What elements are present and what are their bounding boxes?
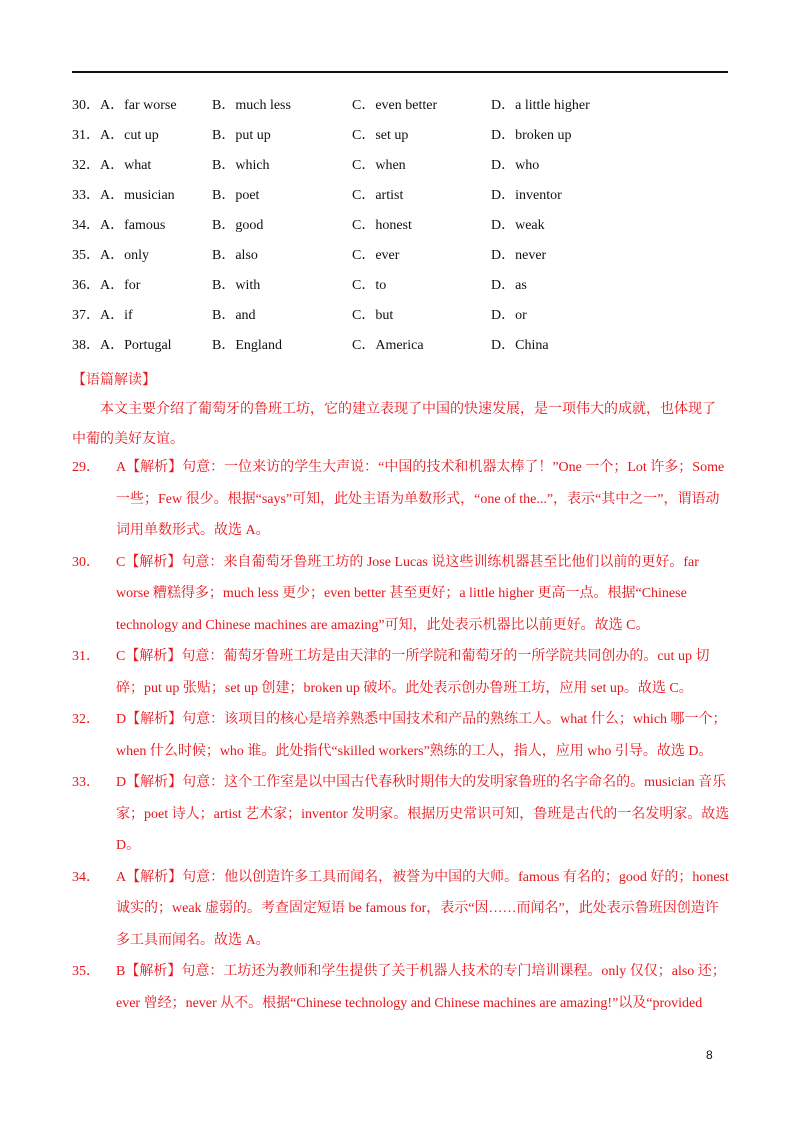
option-row	[72, 306, 732, 336]
question-number: 37．	[72, 308, 100, 323]
analysis-item	[72, 862, 732, 957]
option-a-cell	[72, 156, 151, 176]
option-a-cell	[72, 216, 165, 236]
question-number: 35．	[72, 248, 100, 263]
analysis-item	[72, 704, 732, 767]
option-c: C．America	[352, 338, 424, 353]
option-d: D．inventor	[491, 188, 562, 203]
summary-paragraph	[72, 395, 728, 455]
analysis-text: C【解析】句意：来自葡萄牙鲁班工坊的 Jose Lucas 说这些训练机器甚至比他们以前的更好。far worse 糟糕得多；much less 更少；even better 甚至更好；a little higher 更高一点。根据“Chinese technology and Chinese machines are amazing”可知，此处表示机器比以前更好。故选 C。	[116, 554, 699, 633]
option-a-cell	[72, 306, 133, 326]
header-rule	[72, 71, 728, 73]
option-d: D．weak	[491, 218, 545, 233]
analysis-number: 29．	[72, 460, 100, 475]
option-d: D．or	[491, 308, 527, 323]
option-c: C．set up	[352, 128, 409, 143]
summary-heading: 【语篇解读】	[72, 373, 156, 388]
option-a-cell	[72, 186, 175, 206]
option-b: B．much less	[212, 98, 291, 113]
summary-text: 本文主要介绍了葡萄牙的鲁班工坊，它的建立表现了中国的快速发展，是一项伟大的成就，也体现了中葡的美好友谊。	[72, 402, 716, 447]
option-c: C．when	[352, 158, 406, 173]
analysis-item	[72, 452, 732, 547]
analysis-text: C【解析】句意：葡萄牙鲁班工坊是由天津的一所学院和葡萄牙的一所学院共同创办的。cut up 切碎；put up 张贴；set up 创建；broken up 破坏。此处表示创办鲁班工坊，应用 set up。故选 C。	[116, 649, 710, 696]
question-number: 33．	[72, 188, 100, 203]
option-b: B．England	[212, 338, 282, 353]
option-c: C．to	[352, 278, 387, 293]
option-a: A．far worse	[100, 98, 177, 113]
option-a-cell	[72, 246, 149, 266]
option-a: A．musician	[100, 188, 175, 203]
analysis-number: 34．	[72, 869, 100, 885]
analysis-number: 30．	[72, 554, 100, 570]
option-b: B．which	[212, 158, 270, 173]
question-number: 30．	[72, 98, 100, 113]
option-b: B．and	[212, 308, 256, 323]
option-a-cell	[72, 336, 172, 356]
option-d: D．China	[491, 338, 549, 353]
option-c: C．but	[352, 308, 394, 323]
option-row	[72, 336, 732, 366]
option-a: A．Portugal	[100, 338, 172, 353]
option-row	[72, 276, 732, 306]
option-row	[72, 216, 732, 246]
question-number: 31．	[72, 128, 100, 143]
option-b: B．also	[212, 248, 258, 263]
option-d: D．a little higher	[491, 98, 590, 113]
analysis-list	[72, 452, 732, 1019]
option-c: C．even better	[352, 98, 438, 113]
option-a: A．famous	[100, 218, 166, 233]
analysis-item	[72, 547, 732, 642]
analysis-text: D【解析】句意：这个工作室是以中国古代春秋时期伟大的发明家鲁班的名字命名的。musician 音乐家；poet 诗人；artist 艺术家；inventor 发明家。根据历史常识可知，鲁班是古代的一名发明家。故选 D。	[116, 775, 730, 853]
option-a: A．if	[100, 308, 133, 323]
option-a-cell	[72, 96, 177, 116]
option-d: D．never	[491, 248, 547, 263]
option-a: A．cut up	[100, 128, 159, 143]
question-number: 34．	[72, 218, 100, 233]
option-a-cell	[72, 126, 159, 146]
option-row	[72, 246, 732, 276]
option-b: B．good	[212, 218, 264, 233]
analysis-number: 35．	[72, 964, 100, 979]
analysis-text: A【解析】句意：一位来访的学生大声说：“中国的技术和机器太棒了！”One 一个；Lot 许多；Some 一些；Few 很少。根据“says”可知，此处主语为单数形式，“one of the...”，表示“其中之一”，谓语动词用单数形式。故选 A。	[116, 460, 725, 538]
option-c: C．honest	[352, 218, 412, 233]
option-b: B．with	[212, 278, 261, 293]
option-d: D．broken up	[491, 128, 572, 143]
option-row	[72, 126, 732, 156]
option-b: B．poet	[212, 188, 260, 203]
analysis-number: 31．	[72, 649, 100, 664]
analysis-text: A【解析】句意：他以创造许多工具而闻名，被誉为中国的大师。famous 有名的；good 好的；honest 诚实的；weak 虚弱的。考查固定短语 be famous for，表示“因……而闻名”，此处表示鲁班因创造许多工具而闻名。故选 A。	[116, 869, 729, 948]
option-c: C．ever	[352, 248, 400, 263]
option-d: D．as	[491, 278, 527, 293]
analysis-text: B【解析】句意：工坊还为教师和学生提供了关于机器人技术的专门培训课程。only 仅仅；also 还；ever 曾经；never 从不。根据“Chinese technology and Chinese machines are amazing!”以及“provided	[116, 964, 726, 1011]
analysis-item	[72, 767, 732, 862]
option-row	[72, 156, 732, 186]
analysis-item	[72, 956, 732, 1019]
option-b: B．put up	[212, 128, 271, 143]
option-a: A．only	[100, 248, 149, 263]
question-number: 38．	[72, 338, 100, 353]
option-d: D．who	[491, 158, 540, 173]
option-row	[72, 96, 732, 126]
options-list	[72, 96, 732, 366]
question-number: 36．	[72, 278, 100, 293]
page-number: 8	[706, 1048, 713, 1062]
analysis-number: 32．	[72, 712, 100, 727]
option-a: A．what	[100, 158, 152, 173]
analysis-number: 33．	[72, 775, 100, 790]
option-a: A．for	[100, 278, 141, 293]
analysis-item	[72, 641, 732, 704]
option-a-cell	[72, 276, 140, 296]
question-number: 32．	[72, 158, 100, 173]
analysis-text: D【解析】句意：该项目的核心是培养熟悉中国技术和产品的熟练工人。what 什么；which 哪一个；when 什么时候；who 谁。此处指代“skilled workers”熟练的工人，指人，应用 who 引导。故选 D。	[116, 712, 727, 759]
option-c: C．artist	[352, 188, 404, 203]
option-row	[72, 186, 732, 216]
